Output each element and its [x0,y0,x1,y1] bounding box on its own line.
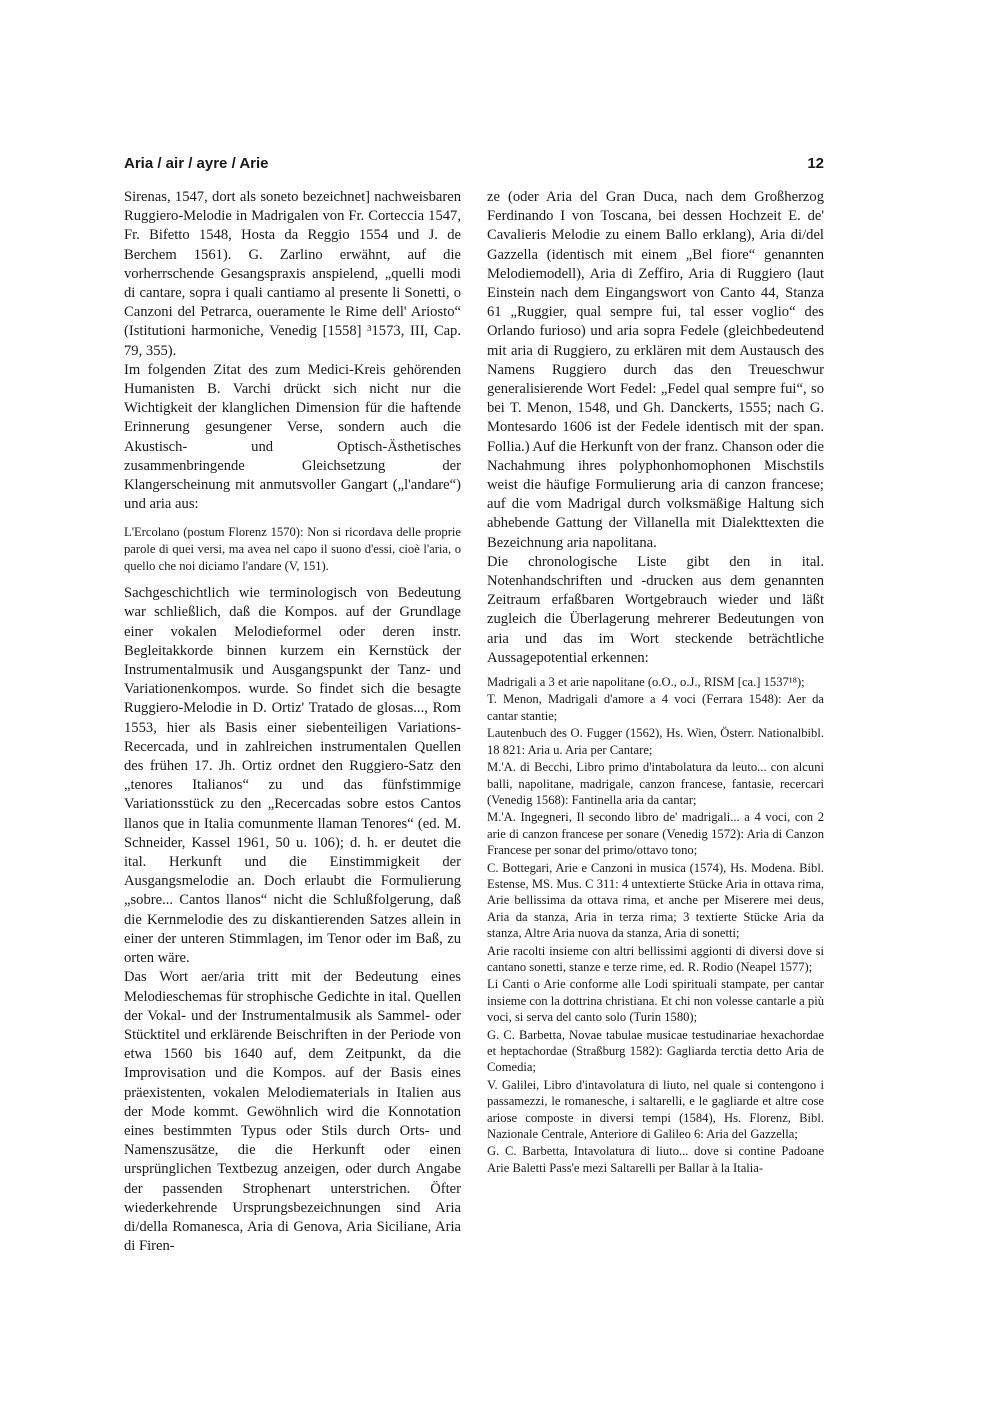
block-quote: L'Ercolano (postum Florenz 1570): Non si ricordava delle proprie parole di quei versi, ma avea nel capo il suono d'essi, cioè l'aria, o quello che noi diciamo l'andare (V, 151). [124,525,461,573]
bibliography-entry: Madrigali a 3 et arie napolitane (o.O., o.J., RISM [ca.] 1537¹⁸); [487,675,805,690]
paragraph: Die chronologische Liste gibt den in ital. Notenhandschriften und -drucken aus dem genannten Zeitraum erfaßbaren Wortgebrauch wieder und läßt zugleich die Überlagerung mehrerer Bedeutungen von aria und das im Wort steckende beträchtliche Aussagepotential erkennen: [487,553,824,666]
bibliography-entry: G. C. Barbetta, Intavolatura di liuto... dove si contine Padoane Arie Baletti Pass'e mezi Saltarelli per Ballar à la Italia- [487,1144,824,1175]
page-header [124,155,824,179]
running-head: Aria / air / ayre / Arie [124,155,269,172]
bibliography-entry: Arie racolti insieme con altri bellissimi aggionti di diversi dove si cantano sonetti, stanze e terze rime, ed. R. Rodio (Neapel 1577); [487,943,824,974]
left-column [124,188,461,1256]
bibliography-entry: Li Canti o Arie conforme alle Lodi spirituali stampate, per cantar insieme con la dottrina christiana. Et chi non volesse cantarle a più voci, si serva del canto solo (Turin 1580); [487,977,824,1025]
right-column [487,188,824,1176]
paragraph: Im folgenden Zitat des zum Medici-Kreis gehörenden Humanisten B. Varchi drückt sich nicht nur die Wichtigkeit der klanglichen Dimension für die haftende Erinnerung gesungener Verse, sondern auch die Akustisch- und Optisch-Ästhetisches zusammenbringende Gleichsetzung der Klangerscheinung mit anmutsvoller Gangart („l'andare“) und aria aus: [124,361,461,513]
bibliography-entry: T. Menon, Madrigali d'amore a 4 voci (Ferrara 1548): Aer da cantar stantie; [487,692,824,723]
paragraph: ze (oder Aria del Gran Duca, nach dem Großherzog Ferdinando I von Toscana, bei dessen Hochzeit E. de' Cavalieris Melodie zu einem Ballo erklang), Aria di/del Gazzella (identisch mit einem „Bel fiore“ genannten Melodiemodell), Aria di Zeffiro, Aria di Ruggiero (laut Einstein nach dem Eingangswort von Canto 44, Stanza 61 „Ruggier, qual sempre fui, tal esser voglio“ des Orlando furioso) und aria sopra Fedele (gleichbedeutend mit aria di Ruggiero, zu erklären mit dem Austausch des Namens Ruggiero durch das den Treueschwur generalisierende Wort Fedel: „Fedel qual sempre fui“, so bei T. Menon, 1548, und Gh. Danckerts, 1555; nach G. Montesardo 1606 ist der Fedele identisch mit der span. Follia.) Auf die Herkunft von der franz. Chanson oder die Nachahmung ihres polyphonhomophonen Mischstils weist die häufige Formulierung aria di canzon francese; auf die vom Madrigal durch volksmäßige Haltung sich abhebende Gattung der Villanella mit Dialekttexten die Bezeichnung aria napolitana. [487,189,824,551]
paragraph: Sirenas, 1547, dort als soneto bezeichnet] nachweisbaren Ruggiero-Melodie in Madrigalen von Fr. Corteccia 1547, Fr. Bifetto 1548, Hosta da Reggio 1554 und J. de Berchem 1561). G. Zarlino erwähnt, auf die vorherrschende Gesangspraxis anspielend, „quelli modi di cantare, sopra i quali cantiamo al presente li Sonetti, o Canzoni del Petrarca, oueramente le Rime dell' Ariosto“ (Istitutioni harmoniche, Venedig [1558] ³1573, III, Cap. 79, 355). [124,189,461,359]
bibliography-entry: V. Galilei, Libro d'intavolatura di liuto, nel quale si contengono i passamezzi, le romanesche, i saltarelli, e le gagliarde et altre cose ariose composte in diversi tempi (1584), Hs. Florenz, Bibl. Nazionale Centrale, Anteriore di Galileo 6: Aria del Gazzella; [487,1077,824,1142]
bibliography-entry: M.'A. di Becchi, Libro primo d'intabolatura da leuto... con alcuni balli, napolitane, madrigale, canzon francese, fantasie, recercari (Venedig 1568): Fantinella aria da cantar; [487,760,824,807]
page-number: 12 [807,155,824,172]
paragraph: Sachgeschichtlich wie terminologisch von Bedeutung war schließlich, daß die Kompos. auf der Grundlage einer vokalen Melodieformel oder deren instr. Begleitakkorde binnen kurzem ein Kernstück der Instrumentalmusik und Ausgangspunkt der Tanz- und Variationenkompos. wurde. So findet sich die besagte Ruggiero-Melodie in D. Ortiz' Tratado de glosas..., Rom 1553, hier als Basis einer siebenteiligen Variations-Recercada, und in zahlreichen instrumentalen Quellen des frühen 17. Jh. Ortiz ordnet den Ruggiero-Satz den „tenores Italianos“ zu und das fünfstimmige Variationsstück zu den „Recercadas sobre estos Cantos llanos que in Italia comunmente llaman Tenores“ (ed. M. Schneider, Kassel 1961, 50 u. 106); d. h. er deutet die ital. Herkunft und die Einstimmigkeit der Ausgangsmelodie an. Doch erlaubt die Formulierung „sobre... Cantos llanos“ nicht die Schlußfolgerung, daß die Kernmelodie des zu diskantierenden Satzes allein in einer der unteren Stimmlagen, im Tenor oder im Baß, zu orten wäre. [124,585,461,967]
bibliography-entry: C. Bottegari, Arie e Canzoni in musica (1574), Hs. Modena. Bibl. Estense, MS. Mus. C 311: 4 untextierte Stücke Aria in ottava rima, Arie bellissima da ottava rima, et anche per Miserere mei deus, Aria da stanza, Aria in terza rima; 3 textierte Stücke Aria da stanza, Altre Aria nuova da stanza, Aria di sonetti; [487,860,824,941]
bibliography-entry: M.'A. Ingegneri, Il secondo libro de' madrigali... a 4 voci, con 2 arie di canzon francese per sonare (Venedig 1572): Aria di Canzon Francese per sonar del primo/ottavo tono; [487,810,824,858]
paragraph: Das Wort aer/aria tritt mit der Bedeutung eines Melodieschemas für strophische Gedichte in ital. Quellen der Vokal- und der Instrumentalmusik als Sammel- oder Stücktitel und erklärende Beischriften in der Periode von etwa 1560 bis 1640 auf, dem Zeitpunkt, da die Improvisation und die Kompos. auf der Basis eines präexistenten, vokalen Melodiematerials in Italien aus der Mode kommt. Gewöhnlich wird die Konnotation eines bestimmten Typus oder Stils durch Orts- und Namenszusätze, die die Herkunft oder einen ursprünglichen Textbezug anzeigen, oder durch Angabe der passenden Strophenart unterstrichen. Öfter wiederkehrende Ursprungsbezeichnungen sind Aria di/della Romanesca, Aria di Genova, Aria Siciliane, Aria di Firen- [124,969,461,1255]
bibliography-entry: G. C. Barbetta, Novae tabulae musicae testudinariae hexachordae et heptachordae (Straßburg 1582): Gagliarda terctia detto Aria de Comedia; [487,1027,824,1075]
bibliography-entry: Lautenbuch des O. Fugger (1562), Hs. Wien, Österr. Nationalbibl. 18 821: Aria u. Aria per Cantare; [487,726,824,757]
